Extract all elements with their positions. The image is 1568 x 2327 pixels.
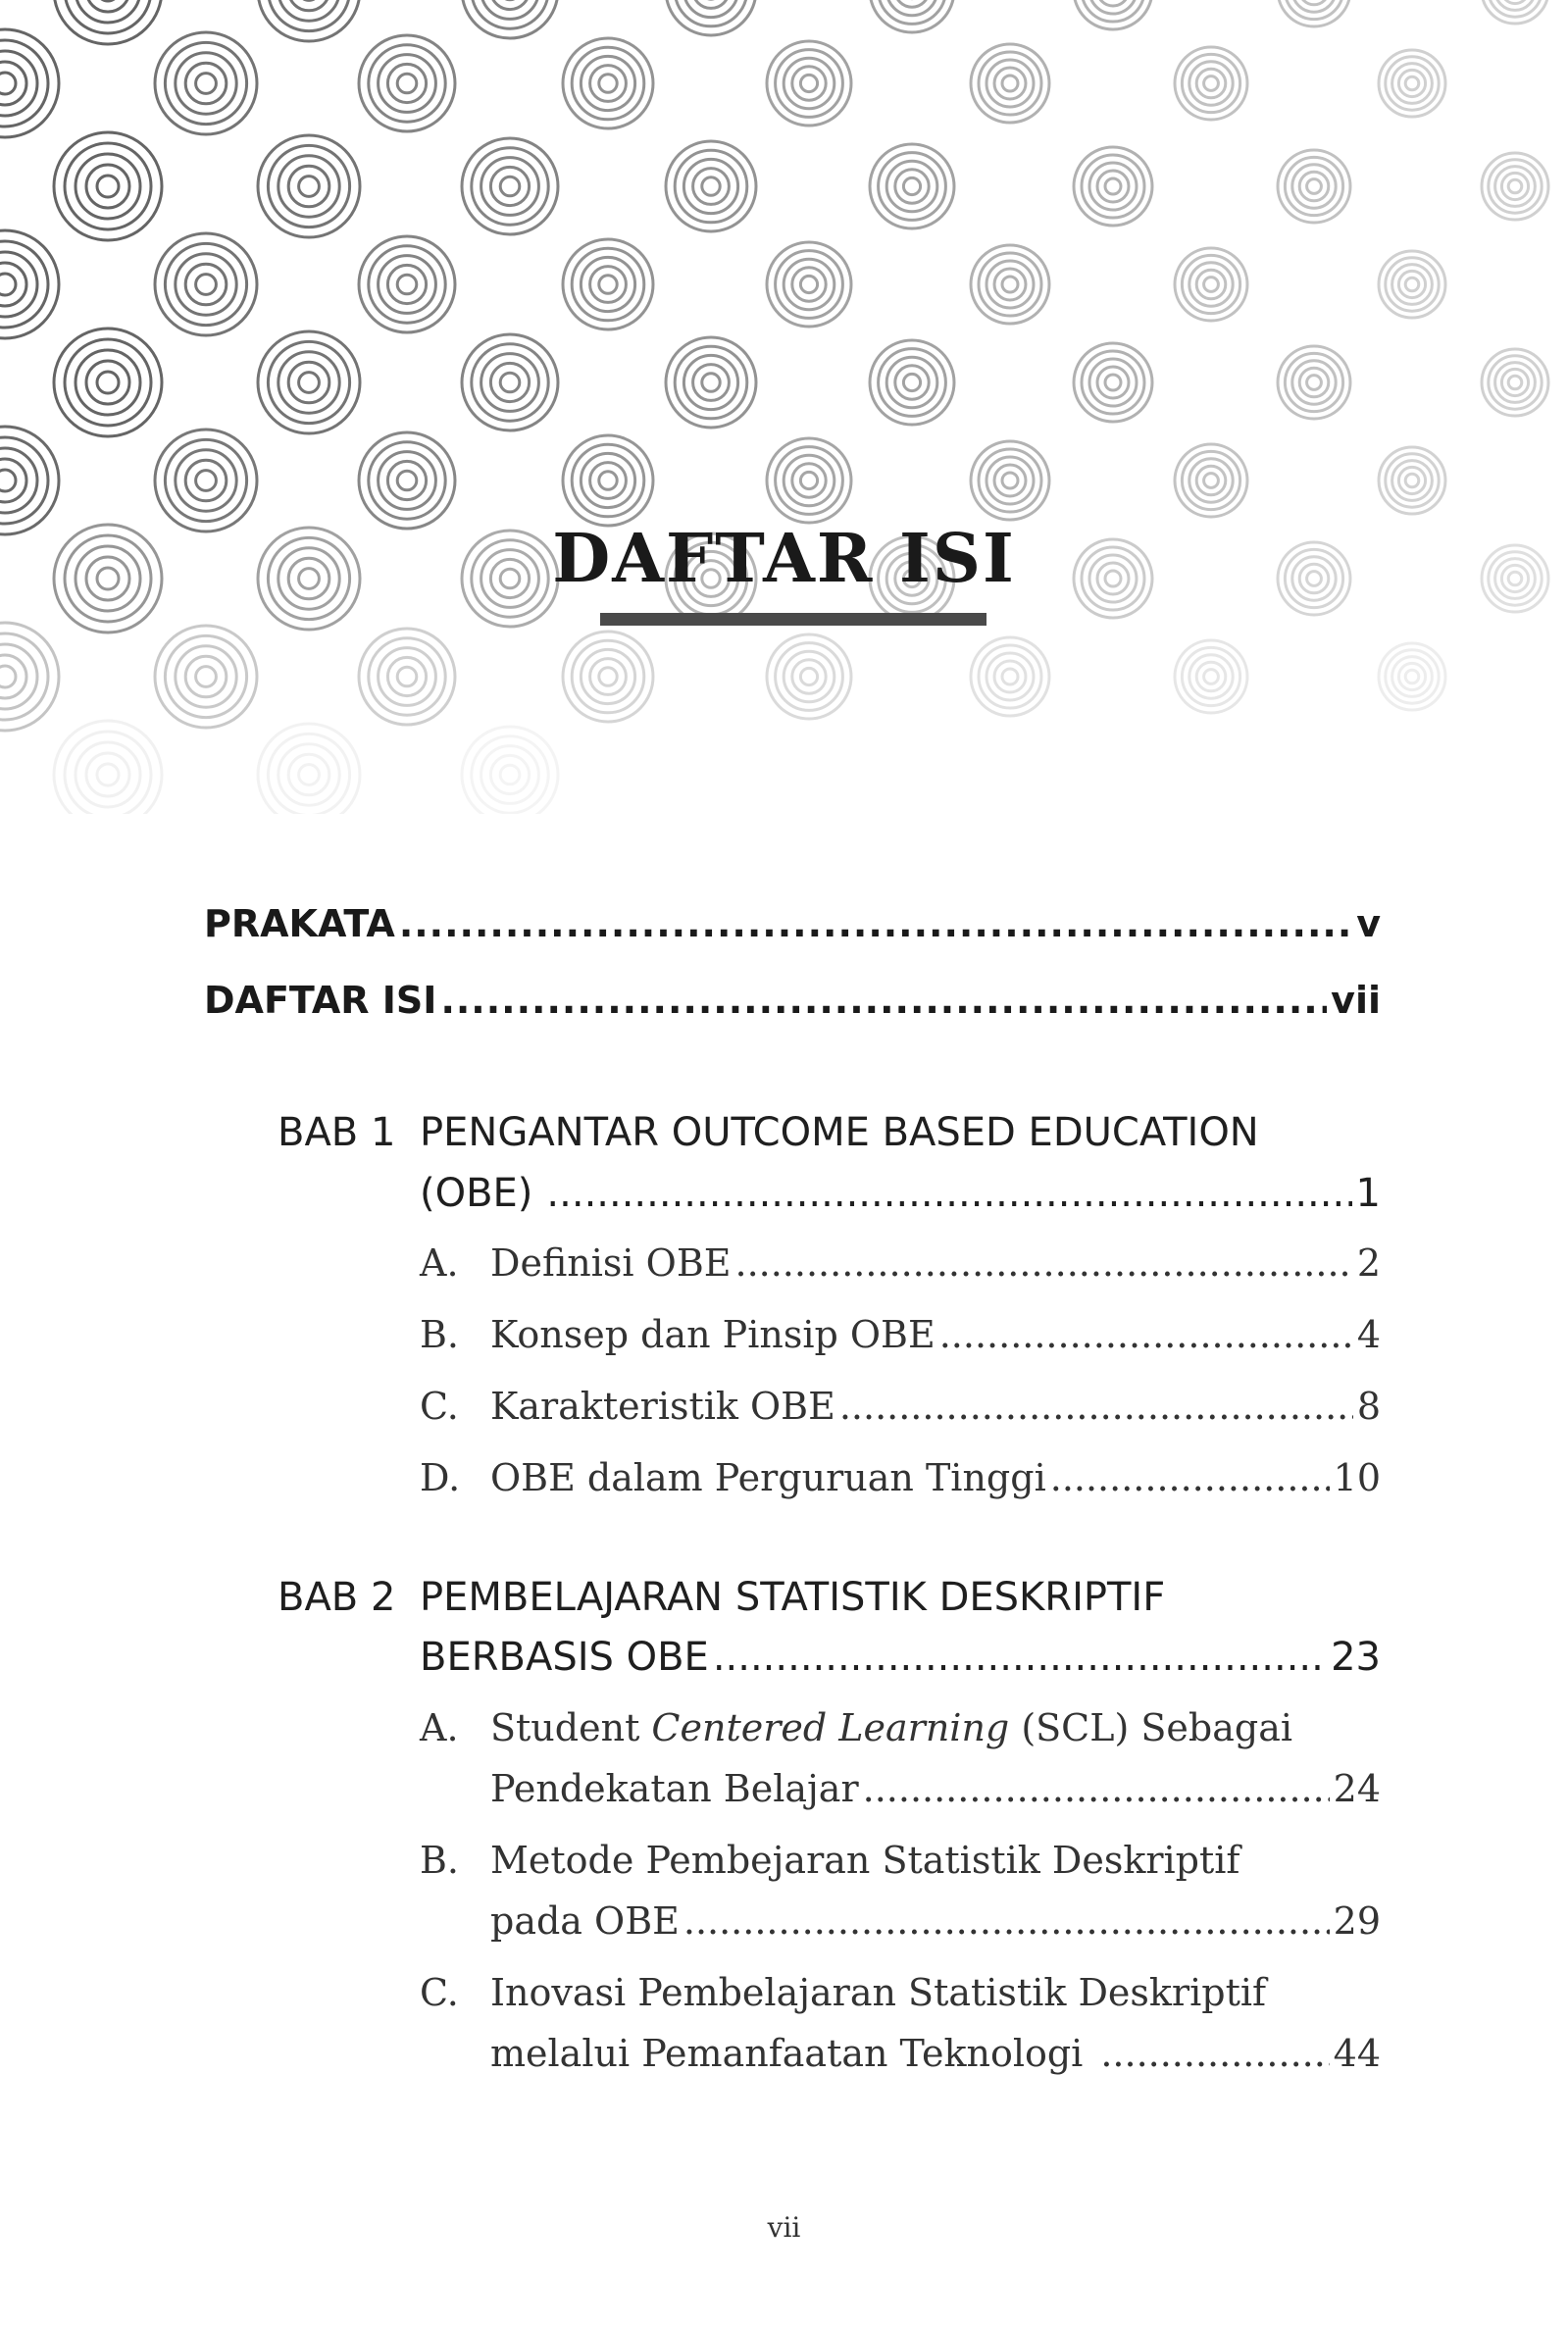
concentric-circle [1278, 0, 1350, 26]
section-title-line1 [490, 1706, 1292, 1749]
dot-leader [399, 902, 1352, 945]
dot-leader [440, 979, 1327, 1022]
concentric-circle [359, 236, 455, 332]
toc-entry-section[interactable] [490, 2032, 1381, 2075]
section-title: Definisi OBE [490, 1241, 732, 1285]
concentric-circle [258, 724, 360, 814]
concentric-circle [155, 430, 257, 531]
chapter-title-continued: (OBE) [420, 1171, 533, 1216]
chapter-title: PENGANTAR OUTCOME BASED EDUCATION [420, 1110, 1259, 1155]
toc-entry-label: PRAKATA [204, 902, 395, 945]
dot-leader [713, 1635, 1327, 1680]
section-letter: C. [420, 1385, 459, 1428]
concentric-circle [1379, 447, 1445, 514]
toc-entry-page: 2 [1356, 1241, 1381, 1285]
section-title: Konsep dan Pinsip OBE [490, 1313, 936, 1356]
concentric-circle [870, 0, 954, 32]
concentric-circle [563, 38, 653, 128]
dot-leader [1050, 1456, 1330, 1499]
chapter-title-continued: BERBASIS OBE [420, 1635, 709, 1680]
section-letter: A. [420, 1241, 459, 1285]
section-letter: D. [420, 1456, 461, 1499]
dot-leader [939, 1313, 1353, 1356]
concentric-circle [1379, 251, 1445, 318]
concentric-circle [563, 435, 653, 526]
toc-entry-chapter-2[interactable] [420, 1635, 1381, 1680]
section-title-line1: Metode Pembejaran Statistik Deskriptif [490, 1839, 1240, 1882]
concentric-circle [767, 41, 851, 126]
concentric-circle [462, 138, 558, 234]
concentric-circle [155, 626, 257, 728]
concentric-circle [155, 233, 257, 335]
page-title: DAFTAR ISI [552, 520, 1016, 598]
concentric-circle [1074, 343, 1152, 422]
toc-entry-section[interactable] [490, 1241, 1381, 1285]
concentric-circle [0, 230, 59, 338]
concentric-circle [1379, 50, 1445, 117]
dot-leader [1100, 2032, 1329, 2075]
concentric-circle [563, 632, 653, 722]
section-title-line2: pada OBE [490, 1899, 680, 1943]
chapter-label: BAB 2 [278, 1575, 396, 1620]
concentric-circle [563, 239, 653, 329]
toc-entry-page: 8 [1356, 1385, 1381, 1428]
title-underline [600, 613, 986, 626]
toc-entry-prakata[interactable] [204, 902, 1381, 945]
chapter-label: BAB 1 [278, 1110, 396, 1155]
concentric-circle [1175, 444, 1247, 517]
toc-entry-section[interactable] [490, 1385, 1381, 1428]
concentric-circle [1074, 0, 1152, 29]
section-title: OBE dalam Perguruan Tinggi [490, 1456, 1046, 1499]
section-letter: B. [420, 1839, 460, 1882]
section-title: Karakteristik OBE [490, 1385, 835, 1428]
section-title-italic: Centered Learning [651, 1706, 1010, 1749]
section-title-line2: melalui Pemanfaatan Teknologi [490, 2032, 1084, 2075]
toc-entry-page: 10 [1333, 1456, 1381, 1499]
concentric-circle [1482, 0, 1548, 24]
section-letter: A. [420, 1706, 459, 1749]
concentric-circle [258, 135, 360, 237]
concentric-circle [359, 35, 455, 131]
concentric-circle [767, 438, 851, 523]
concentric-circle [1175, 248, 1247, 321]
concentric-circle [971, 441, 1049, 520]
concentric-circle [54, 0, 162, 44]
concentric-circle [767, 634, 851, 719]
toc-entry-page: 44 [1333, 2032, 1381, 2075]
concentric-circle [258, 331, 360, 433]
toc-entry-label: DAFTAR ISI [204, 979, 437, 1022]
dot-leader [734, 1241, 1352, 1285]
concentric-circle [870, 340, 954, 425]
concentric-circle [1074, 147, 1152, 226]
toc-entry-section[interactable] [490, 1767, 1381, 1810]
dot-leader [683, 1899, 1330, 1943]
section-title-text: (SCL) Sebagai [1009, 1706, 1293, 1749]
section-title-text: Student [490, 1706, 652, 1749]
concentric-circle [1379, 643, 1445, 710]
concentric-circle [1482, 349, 1548, 416]
toc-entry-page: 1 [1355, 1171, 1381, 1216]
concentric-circle [0, 623, 59, 731]
concentric-circle [462, 334, 558, 430]
concentric-circle [155, 32, 257, 134]
concentric-circle [666, 141, 756, 231]
toc-entry-page: 29 [1333, 1899, 1381, 1943]
concentric-circle [54, 721, 162, 814]
concentric-circle [359, 629, 455, 725]
toc-entry-chapter-1[interactable] [420, 1171, 1381, 1216]
concentric-circle [1175, 640, 1247, 713]
concentric-circle [1175, 47, 1247, 120]
concentric-circle [1278, 150, 1350, 223]
toc-entry-section[interactable] [490, 1899, 1381, 1943]
section-letter: C. [420, 1971, 459, 2014]
dot-leader [546, 1171, 1351, 1216]
concentric-circle [0, 427, 59, 534]
concentric-circle [54, 132, 162, 240]
dot-leader [839, 1385, 1353, 1428]
concentric-circle [462, 727, 558, 814]
toc-entry-page: 24 [1333, 1767, 1381, 1810]
toc-entry-section[interactable] [490, 1313, 1381, 1356]
concentric-circle [971, 245, 1049, 324]
section-title-line1: Inovasi Pembelajaran Statistik Deskriptif [490, 1971, 1267, 2014]
toc-entry-page: v [1356, 902, 1381, 945]
concentric-circle [1278, 346, 1350, 419]
concentric-circle [1482, 153, 1548, 220]
toc-entry-page: 23 [1331, 1635, 1381, 1680]
page-number: vii [767, 2211, 801, 2244]
toc-entry-section[interactable] [490, 1456, 1381, 1499]
toc-entry-page: vii [1331, 979, 1381, 1022]
dot-leader [863, 1767, 1330, 1810]
concentric-circles-pattern [0, 0, 1568, 814]
concentric-circle [258, 0, 360, 41]
concentric-circle [666, 337, 756, 428]
concentric-circle [971, 44, 1049, 123]
concentric-circle [359, 432, 455, 529]
chapter-title: PEMBELAJARAN STATISTIK DESKRIPTIF [420, 1575, 1166, 1620]
section-letter: B. [420, 1313, 460, 1356]
concentric-circle [462, 0, 558, 38]
toc-entry-daftar-isi[interactable] [204, 979, 1381, 1022]
section-title-line2: Pendekatan Belajar [490, 1767, 859, 1810]
concentric-circle [971, 637, 1049, 716]
concentric-circle [767, 242, 851, 327]
toc-entry-page: 4 [1356, 1313, 1381, 1356]
concentric-circle [870, 144, 954, 228]
concentric-circle [54, 329, 162, 436]
concentric-circle [0, 29, 59, 137]
concentric-circle [666, 0, 756, 35]
